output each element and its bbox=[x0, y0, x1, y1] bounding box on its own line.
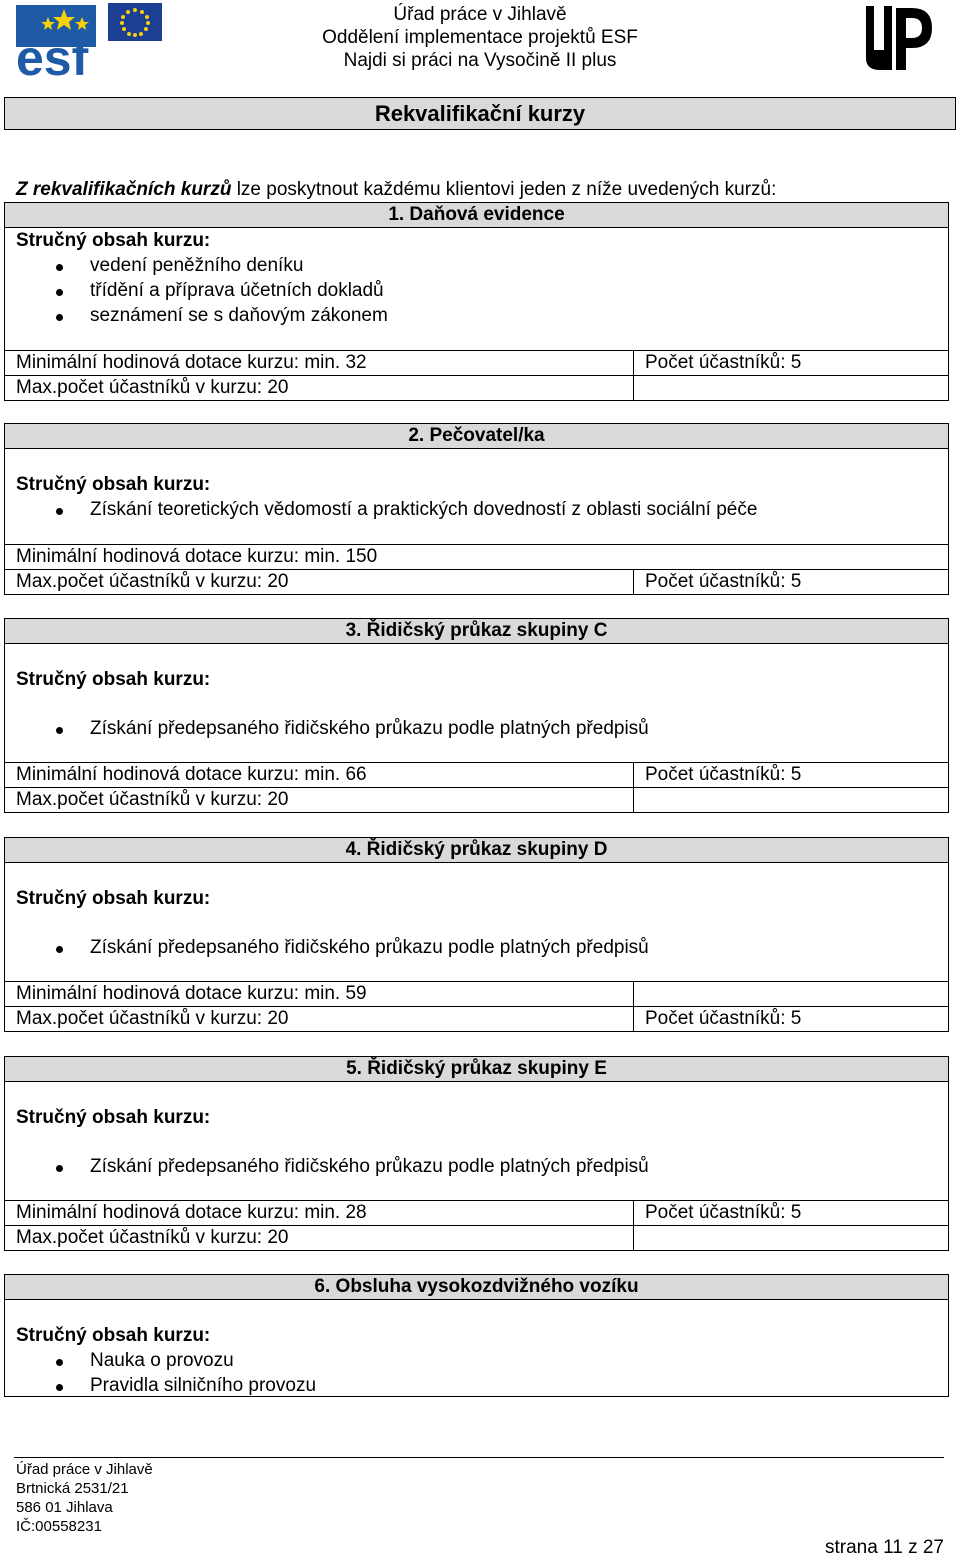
footer-ico: IČ:00558231 bbox=[16, 1518, 102, 1535]
header-office: Úřad práce v Jihlavě bbox=[393, 4, 567, 25]
participant-count: Počet účastníků: 5 bbox=[645, 571, 802, 592]
course-items bbox=[16, 253, 948, 328]
list-item: třídění a příprava účetních dokladů bbox=[16, 278, 948, 303]
footer-city: 586 01 Jihlava bbox=[16, 1499, 113, 1516]
esf-logo-text: esf bbox=[16, 30, 89, 77]
course-body bbox=[5, 1082, 948, 1200]
course-box-3 bbox=[4, 618, 949, 813]
course-info-row bbox=[5, 762, 948, 787]
empty-cell bbox=[634, 788, 948, 812]
empty-cell bbox=[634, 982, 948, 1006]
course-body bbox=[5, 863, 948, 981]
min-hours: Minimální hodinová dotace kurzu: min. 32 bbox=[5, 351, 634, 375]
header-project: Najdi si práci na Vysočině II plus bbox=[343, 50, 617, 71]
course-info-row bbox=[5, 569, 948, 594]
list-item: Získání předepsaného řidičského průkazu podle platných předpisů bbox=[16, 1154, 948, 1179]
course-info-row bbox=[5, 375, 948, 400]
list-item: Pravidla silničního provozu bbox=[16, 1373, 948, 1398]
list-item: seznámení se s daňovým zákonem bbox=[16, 303, 948, 328]
min-hours: Minimální hodinová dotace kurzu: min. 28 bbox=[5, 1201, 634, 1225]
course-items bbox=[16, 935, 948, 960]
course-info-row bbox=[5, 1200, 948, 1225]
footer-divider bbox=[14, 1457, 944, 1458]
course-title: 2. Pečovatel/ka bbox=[5, 424, 948, 449]
course-items bbox=[16, 1348, 948, 1398]
list-item: vedení peněžního deníku bbox=[16, 253, 948, 278]
page-number: strana 11 z 27 bbox=[824, 1537, 944, 1555]
course-items bbox=[16, 497, 948, 522]
summary-label: Stručný obsah kurzu: bbox=[16, 888, 211, 909]
footer-street: Brtnická 2531/21 bbox=[16, 1480, 129, 1497]
course-title: 5. Řidičský průkaz skupiny E bbox=[5, 1057, 948, 1082]
list-item: Nauka o provozu bbox=[16, 1348, 948, 1373]
max-participants: Max.počet účastníků v kurzu: 20 bbox=[5, 1007, 634, 1031]
course-body bbox=[5, 228, 948, 350]
summary-label: Stručný obsah kurzu: bbox=[16, 1325, 211, 1346]
course-title: 6. Obsluha vysokozdvižného vozíku bbox=[5, 1275, 948, 1300]
page-title: Rekvalifikační kurzy bbox=[4, 97, 956, 130]
summary-label: Stručný obsah kurzu: bbox=[16, 669, 211, 690]
course-info-row bbox=[5, 787, 948, 812]
document-header bbox=[0, 3, 960, 72]
course-body bbox=[5, 1300, 948, 1396]
participant-count: Počet účastníků: 5 bbox=[645, 352, 802, 373]
course-box-6 bbox=[4, 1274, 949, 1397]
intro-text bbox=[16, 177, 776, 202]
course-box-4 bbox=[4, 837, 949, 1032]
footer-address bbox=[16, 1460, 153, 1536]
participant-count: Počet účastníků: 5 bbox=[645, 1202, 802, 1223]
list-item: Získání předepsaného řidičského průkazu podle platných předpisů bbox=[16, 935, 948, 960]
course-info-row bbox=[5, 981, 948, 1006]
min-hours: Minimální hodinová dotace kurzu: min. 150 bbox=[16, 546, 378, 567]
course-title: 3. Řidičský průkaz skupiny C bbox=[5, 619, 948, 644]
max-participants: Max.počet účastníků v kurzu: 20 bbox=[5, 1226, 634, 1250]
course-info-row bbox=[5, 1006, 948, 1031]
empty-cell bbox=[634, 1226, 948, 1250]
course-box-2 bbox=[4, 423, 949, 595]
course-title: 1. Daňová evidence bbox=[5, 203, 948, 228]
max-participants: Max.počet účastníků v kurzu: 20 bbox=[5, 570, 634, 594]
course-body bbox=[5, 449, 948, 544]
max-participants: Max.počet účastníků v kurzu: 20 bbox=[5, 788, 634, 812]
footer-office: Úřad práce v Jihlavě bbox=[16, 1461, 153, 1478]
list-item: Získání teoretických vědomostí a praktických dovedností z oblasti sociální péče bbox=[16, 497, 948, 522]
min-hours: Minimální hodinová dotace kurzu: min. 66 bbox=[5, 763, 634, 787]
course-items bbox=[16, 716, 948, 741]
header-department: Oddělení implementace projektů ESF bbox=[322, 27, 638, 48]
intro-emphasis: Z rekvalifikačních kurzů bbox=[16, 179, 232, 200]
summary-label: Stručný obsah kurzu: bbox=[16, 230, 211, 251]
course-title: 4. Řidičský průkaz skupiny D bbox=[5, 838, 948, 863]
summary-label: Stručný obsah kurzu: bbox=[16, 474, 211, 495]
max-participants: Max.počet účastníků v kurzu: 20 bbox=[5, 376, 634, 400]
min-hours: Minimální hodinová dotace kurzu: min. 59 bbox=[5, 982, 634, 1006]
participant-count: Počet účastníků: 5 bbox=[645, 764, 802, 785]
course-items bbox=[16, 1154, 948, 1179]
participant-count: Počet účastníků: 5 bbox=[645, 1008, 802, 1029]
course-info-row bbox=[5, 350, 948, 375]
course-box-1 bbox=[4, 202, 949, 401]
course-box-5 bbox=[4, 1056, 949, 1251]
course-info-row bbox=[5, 544, 948, 569]
intro-rest: lze poskytnout každému klientovi jeden z níže uvedených kurzů: bbox=[231, 179, 777, 200]
course-body bbox=[5, 644, 948, 762]
list-item: Získání předepsaného řidičského průkazu podle platných předpisů bbox=[16, 716, 948, 741]
course-info-row bbox=[5, 1225, 948, 1250]
empty-cell bbox=[634, 376, 948, 400]
summary-label: Stručný obsah kurzu: bbox=[16, 1107, 211, 1128]
